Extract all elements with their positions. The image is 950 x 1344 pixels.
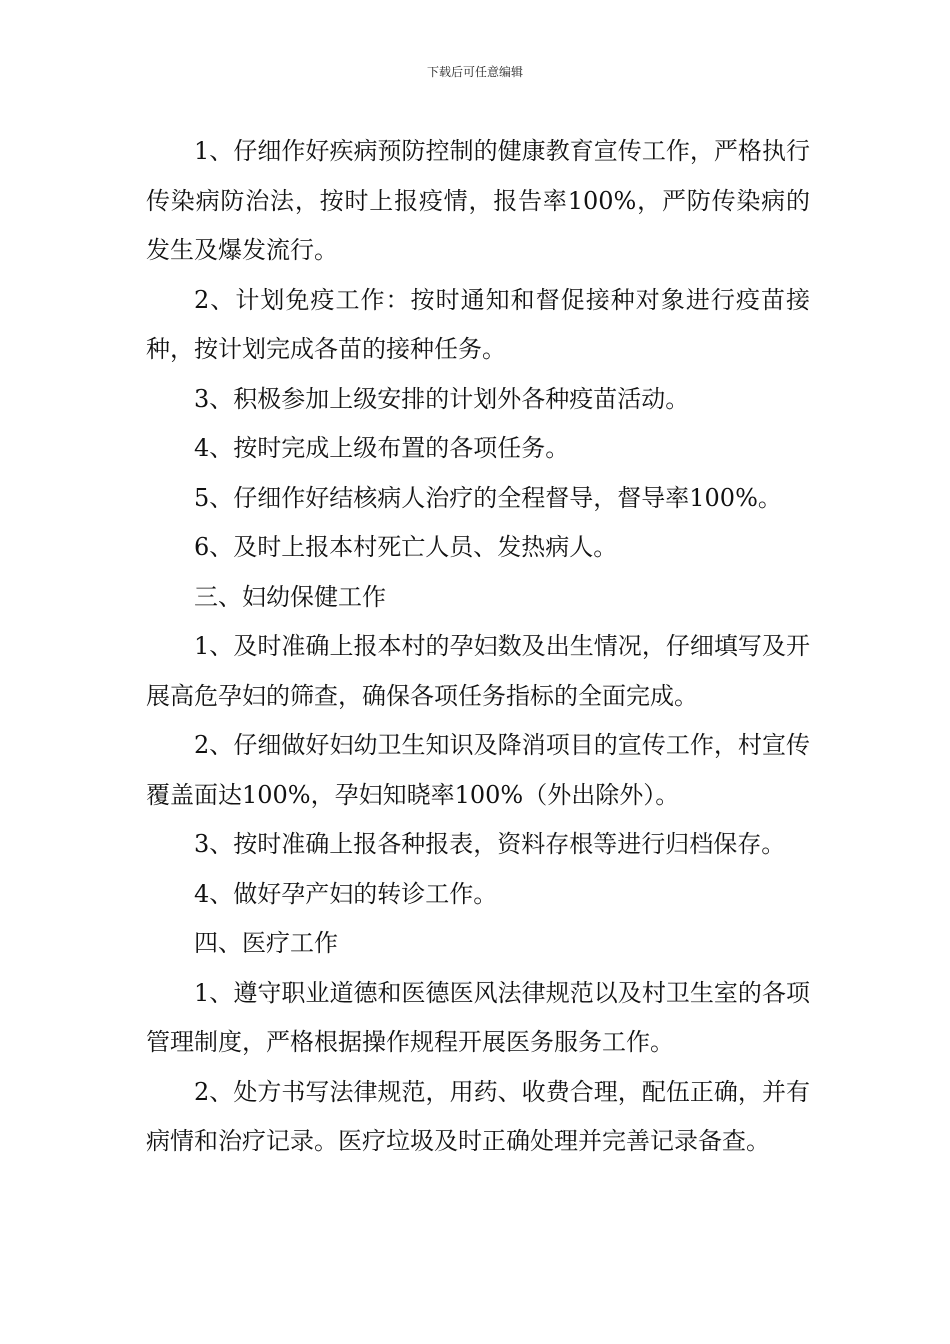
paragraph-1: 1、仔细作好疾病预防控制的健康教育宣传工作，严格执行传染病防治法，按时上报疫情，报告率100%，严防传染病的发生及爆发流行。	[146, 137, 810, 264]
paragraph-6: 6、及时上报本村死亡人员、发热病人。	[194, 533, 618, 561]
paragraph-2: 2、计划免疫工作：按时通知和督促接种对象进行疫苗接种，按计划完成各苗的接种任务。	[146, 285, 810, 363]
paragraph-10: 4、做好孕产妇的转诊工作。	[194, 879, 498, 908]
header-note: 下载后可任意编辑	[426, 65, 523, 79]
paragraph-5: 5、仔细作好结核病人治疗的全程督导，督导率100%。	[194, 483, 782, 512]
paragraph-4: 4、按时完成上级布置的各项任务。	[194, 434, 570, 462]
section-heading-maternal-child-health: 三、妇幼保健工作	[194, 582, 386, 611]
paragraph-3: 3、积极参加上级安排的计划外各种疫苗活动。	[194, 384, 690, 413]
paragraph-8: 2、仔细做好妇幼卫生知识及降消项目的宣传工作，村宣传覆盖面达100%，孕妇知晓率100%（外出除外）。	[146, 731, 810, 809]
paragraph-7: 1、及时准确上报本村的孕妇数及出生情况，仔细填写及开展高危孕妇的筛查，确保各项任务指标的全面完成。	[146, 632, 810, 710]
paragraph-11: 1、遵守职业道德和医德医风法律规范以及村卫生室的各项管理制度，严格根据操作规程开展医务服务工作。	[146, 978, 810, 1056]
section-heading-medical-work: 四、医疗工作	[194, 929, 338, 957]
paragraph-12: 2、处方书写法律规范，用药、收费合理，配伍正确，并有病情和治疗记录。医疗垃圾及时正确处理并完善记录备查。	[146, 1077, 810, 1155]
paragraph-9: 3、按时准确上报各种报表，资料存根等进行归档保存。	[194, 830, 786, 858]
document-body	[146, 127, 810, 1167]
